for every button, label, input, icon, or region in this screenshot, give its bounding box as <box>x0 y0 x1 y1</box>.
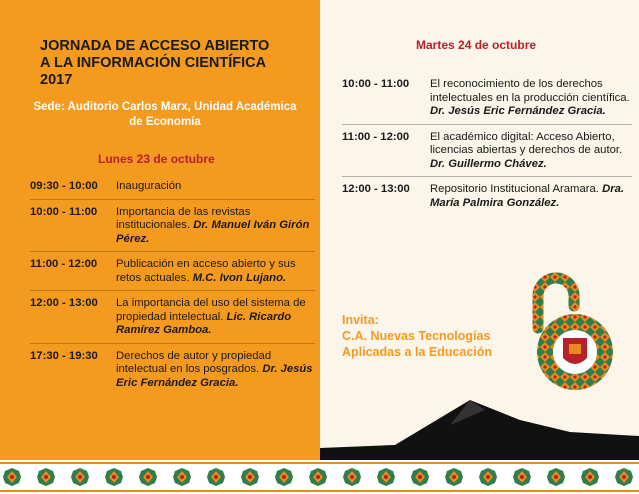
schedule-time: 12:00 - 13:00 <box>30 297 98 309</box>
organizer-name: C.A. Nuevas Tecnologías <box>342 329 491 343</box>
ornament-medal <box>615 468 633 486</box>
schedule-desc <box>430 78 632 119</box>
schedule-item <box>342 131 632 172</box>
schedule-item <box>30 297 315 338</box>
university-crest-icon <box>563 338 587 364</box>
speaker: M.C. Ivon Lujano. <box>192 271 287 284</box>
speaker: Dra. María Palmira González. <box>430 183 625 209</box>
schedule-desc <box>430 131 632 172</box>
schedule-time: 11:00 - 12:00 <box>30 258 98 270</box>
organizer-name: Aplicadas a la Educación <box>342 345 493 359</box>
ornament-medal <box>139 468 157 486</box>
divider <box>30 343 315 344</box>
schedule-item <box>342 183 632 210</box>
schedule-time: 17:30 - 19:30 <box>30 349 98 362</box>
schedule-time: 10:00 - 11:00 <box>30 205 98 218</box>
schedule-desc <box>116 350 315 391</box>
invita-label: Invita: <box>342 313 379 327</box>
speaker: Dr. Guillermo Chávez. <box>430 157 547 170</box>
talk-title: Repositorio Institucional Aramara. <box>430 183 599 195</box>
day1-schedule <box>30 180 315 398</box>
schedule-time: 09:30 - 10:00 <box>30 180 98 192</box>
schedule-time: 11:00 - 12:00 <box>342 130 410 143</box>
open-access-lock-icon <box>530 262 620 392</box>
schedule-item <box>30 350 315 391</box>
talk-title: Importancia de las revistas institucionales. <box>116 205 251 231</box>
ornament-medal <box>241 468 259 486</box>
schedule-item <box>30 258 315 285</box>
speaker: Lic. Ricardo Ramírez Gamboa. <box>116 310 292 336</box>
schedule-time: 12:00 - 13:00 <box>342 183 410 195</box>
talk-title: Inauguración <box>116 180 182 192</box>
ornament-medal <box>275 468 293 486</box>
ornament-border <box>0 460 639 494</box>
ornament-medal <box>547 468 565 486</box>
ornament-medal <box>105 468 123 486</box>
venue <box>20 100 310 130</box>
talk-title: El reconocimiento de los derechos intelectuales en la producción científica. <box>430 78 630 104</box>
speaker: Dr. Jesús Eric Fernández Gracia. <box>116 363 313 389</box>
left-panel <box>0 0 320 460</box>
divider <box>30 290 315 291</box>
right-panel <box>320 0 639 460</box>
ornament-medal <box>445 468 463 486</box>
schedule-desc <box>116 258 315 285</box>
schedule-time: 10:00 - 11:00 <box>342 78 410 90</box>
ornament-medal <box>513 468 531 486</box>
event-title <box>40 38 310 89</box>
day2-heading: Martes 24 de octubre <box>416 38 537 52</box>
title-line: A LA INFORMACIÓN CIENTÍFICA <box>40 55 267 71</box>
talk-title: Derechos de autor y propiedad intelectual en los posgrados. <box>116 349 272 375</box>
schedule-desc <box>430 183 632 210</box>
ornament-pattern <box>0 460 639 494</box>
divider <box>30 199 315 200</box>
day1-heading: Lunes 23 de octubre <box>98 152 215 166</box>
ornament-medal <box>37 468 55 486</box>
ornament-medal <box>173 468 191 486</box>
schedule-item <box>30 206 315 247</box>
ornament-medal <box>3 468 21 486</box>
venue-line: Sede: Auditorio Carlos Marx, Unidad Académica <box>33 101 297 113</box>
schedule-desc <box>116 180 315 194</box>
title-line: JORNADA DE ACCESO ABIERTO <box>40 38 270 54</box>
ornament-medal <box>309 468 327 486</box>
day2-schedule <box>342 78 632 218</box>
schedule-item <box>342 78 632 119</box>
ornament-medal <box>71 468 89 486</box>
schedule-desc <box>116 297 315 338</box>
talk-title: La importancia del uso del sistema de propiedad intelectual. <box>116 297 306 323</box>
title-line: 2017 <box>40 72 73 88</box>
venue-line: de Economía <box>129 116 201 128</box>
ornament-medal <box>343 468 361 486</box>
schedule-desc <box>116 206 315 247</box>
speaker: Dr. Jesús Eric Fernández Gracia. <box>430 105 606 117</box>
ornament-medal <box>581 468 599 486</box>
ornament-medal <box>411 468 429 486</box>
talk-title: Publicación en acceso abierto y sus retos actuales. <box>116 258 296 284</box>
speaker: Dr. Manuel Iván Girón Pérez. <box>116 219 310 245</box>
organizer-block <box>342 312 492 360</box>
ornament-medal <box>377 468 395 486</box>
divider <box>30 251 315 252</box>
divider <box>342 176 632 177</box>
ornament-medal <box>479 468 497 486</box>
schedule-item <box>30 180 315 194</box>
divider <box>342 124 632 125</box>
talk-title: El académico digital: Acceso Abierto, licencias abiertas y derechos de autor. <box>430 130 623 156</box>
ornament-medal <box>207 468 225 486</box>
